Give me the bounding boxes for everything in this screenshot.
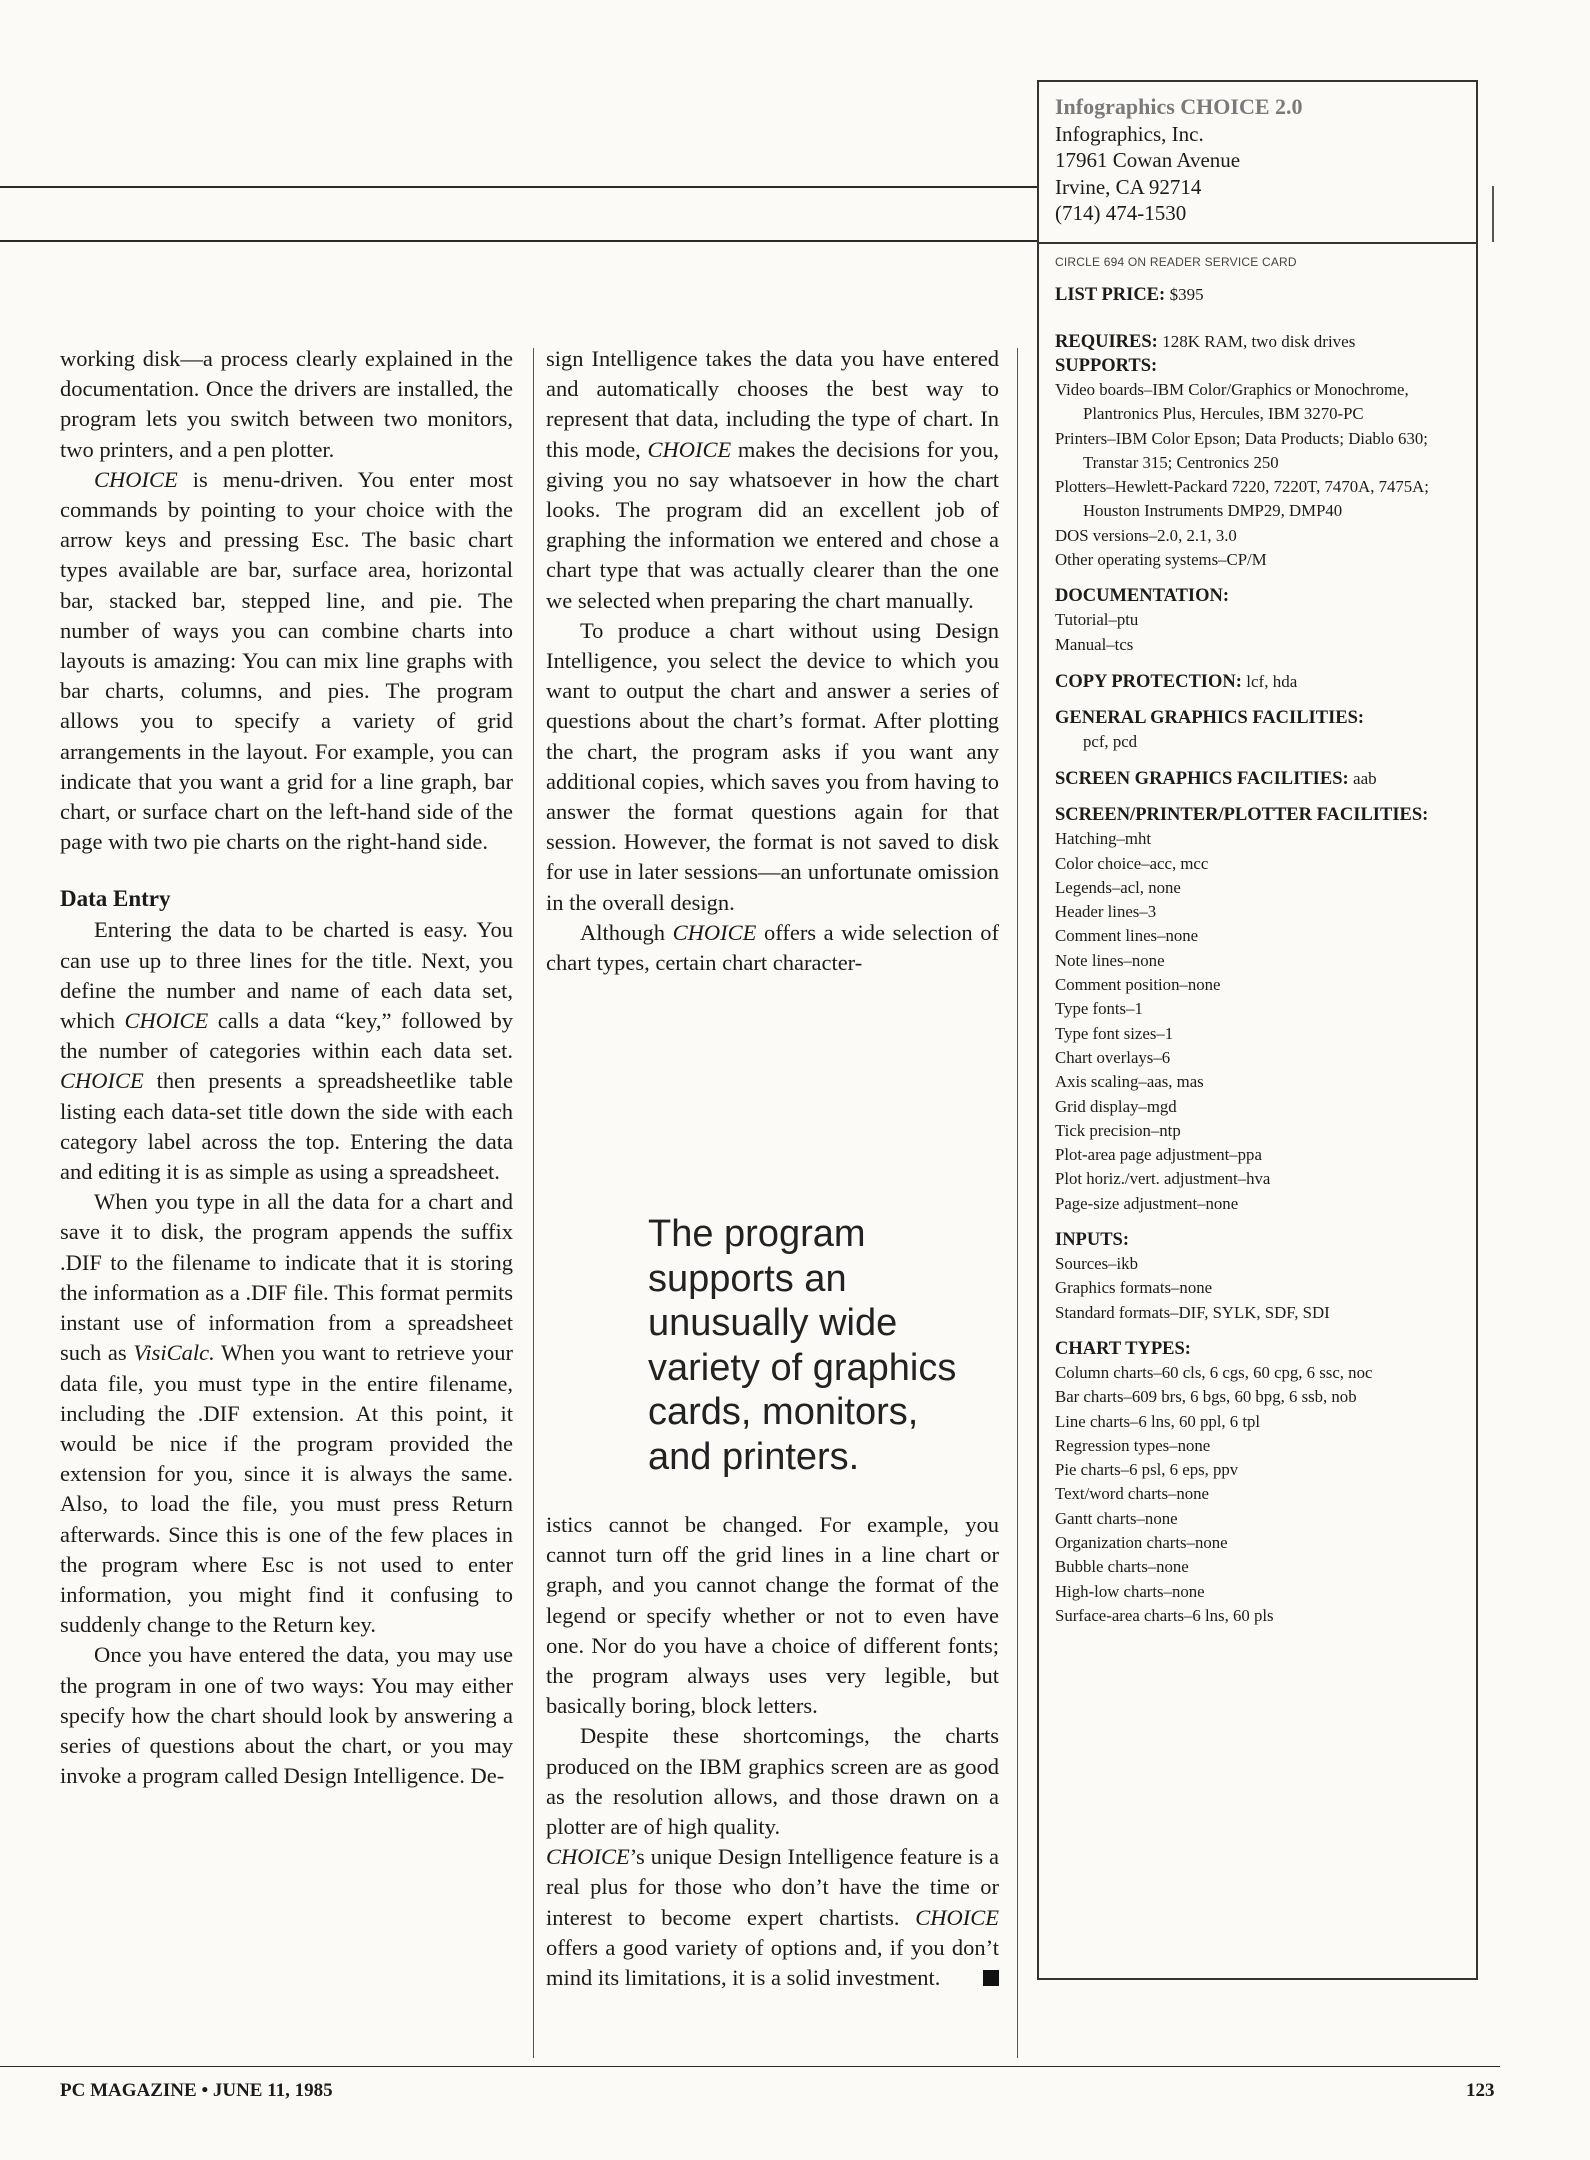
chart-types-label: CHART TYPES: bbox=[1055, 1338, 1191, 1359]
spec-item: Page-size adjustment–none bbox=[1055, 1193, 1239, 1213]
spec-item: Other operating systems–CP/M bbox=[1055, 550, 1267, 570]
spec-item: Tick precision–ntp bbox=[1055, 1120, 1181, 1140]
address-line: 17961 Cowan Avenue bbox=[1055, 148, 1241, 172]
spec-item: Pie charts–6 psl, 6 eps, ppv bbox=[1055, 1460, 1239, 1480]
address-line: Irvine, CA 92714 bbox=[1055, 174, 1202, 199]
spec-item: Chart overlays–6 bbox=[1055, 1047, 1171, 1067]
spec-item: Surface-area charts–6 lns, 60 pls bbox=[1055, 1605, 1274, 1625]
spec-item: Hatching–mht bbox=[1055, 829, 1152, 849]
paragraph-text: offers a good variety of options and, if you don’t mind its limitations, it is a solid investment. bbox=[546, 1934, 999, 1991]
company-name: Infographics, Inc. bbox=[1055, 121, 1204, 146]
spec-item: Sources–ikb bbox=[1055, 1254, 1138, 1274]
spec-label: COPY PROTECTION: bbox=[1055, 671, 1242, 692]
product-name: CHOICE bbox=[124, 1008, 209, 1034]
general-graphics-label: GENERAL GRAPHICS FACILITIES: bbox=[1055, 707, 1365, 728]
paragraph bbox=[60, 915, 513, 1187]
spec-item: pcf, pcd bbox=[1083, 731, 1138, 751]
paragraph-text: When you want to retrieve your data file, you must type in the entire filename, including the .DIF extension. At this point, it would be nice if the program provided the extension for you, since it is always the same. Also, to load the file, you must press Return afterwards. Since this is one of the few places in the program where Esc is not used to enter information, you might find it confusing to suddenly change to the Return key. bbox=[60, 1340, 513, 1638]
spec-label: LIST PRICE: bbox=[1055, 285, 1166, 305]
paragraph-text: Despite these shortcomings, the charts produced on the IBM graphics screen are as good as the resolution allows, and those drawn on a plotter are of high quality. bbox=[546, 1723, 999, 1840]
paragraph: Once you have entered the data, you may use the program in one of two ways: You may either specify how the chart should look by answering a series of questions about the chart, or you may invoke a program called Design Intelligence. De- bbox=[60, 1642, 513, 1789]
spec-item: Bar charts–609 brs, 6 bgs, 60 bpg, 6 ssb, nob bbox=[1055, 1387, 1357, 1407]
footer-rule bbox=[0, 2066, 1500, 2067]
paragraph: To produce a chart without using Design Intelligence, you select the device to which you want to output the chart and answer a series of questions about the chart’s format. After plotting the chart, the program asks if you want any additional copies, which saves you from having to answer the format questions again for that session. However, the format is not saved to disk for use in later sessions—an unfortunate omission in the overall design. bbox=[546, 617, 999, 915]
spec-item: Manual–tcs bbox=[1055, 634, 1134, 654]
spec-label: REQUIRES: bbox=[1055, 332, 1158, 352]
spec-value: 128K RAM, two disk drives bbox=[1162, 332, 1356, 351]
article-column-1 bbox=[60, 344, 513, 1791]
phone-number: (714) 474-1530 bbox=[1055, 201, 1187, 225]
screen-printer-plotter-label: SCREEN/PRINTER/PLOTTER FACILITIES: bbox=[1055, 805, 1429, 826]
spec-item: High-low charts–none bbox=[1055, 1581, 1205, 1601]
header-rule-right bbox=[1492, 186, 1494, 242]
paragraph bbox=[60, 465, 513, 858]
paragraph-text: calls a data “key,” followed by the number of categories within each data set. bbox=[60, 1008, 513, 1064]
paragraph-text: ’s unique Design Intelligence feature is a real plus for those who don’t have the time or interest to become expert chartists. bbox=[546, 1844, 999, 1930]
spec-item: Note lines–none bbox=[1055, 950, 1165, 970]
product-name: CHOICE bbox=[672, 919, 757, 945]
paragraph-text: is menu-driven. You enter most commands by pointing to your choice with the arrow keys and pressing Esc. The basic chart types available are bar, surface area, horizontal bar, stacked bar, stepped line, and pie. The number of ways you can combine charts into layouts is amazing: You can mix line graphs with bar charts, columns, and pies. The program allows you to specify a variety of grid arrangements in the layout. For example, you can indicate that you want a grid for a line graph, bar chart, or surface chart on the left-hand side of the page with two pie charts on the right-hand side. bbox=[60, 466, 513, 855]
spec-item: Column charts–60 cls, 6 cgs, 60 cpg, 6 ssc, noc bbox=[1055, 1362, 1373, 1382]
spec-item: Header lines–3 bbox=[1055, 902, 1157, 922]
paragraph-text: When you type in all the data for a chart and save it to disk, the program appends the suffix .DIF to the filename to indicate that it is storing the information as a .DIF file. This format permits instant use of information from a spreadsheet such as bbox=[60, 1189, 513, 1366]
spec-item: Video boards–IBM Color/Graphics or Monochrome, Plantronics Plus, Hercules, IBM 3270-PC bbox=[1055, 380, 1409, 424]
supports-label: SUPPORTS: bbox=[1055, 356, 1158, 376]
product-name: CHOICE bbox=[94, 466, 178, 492]
header-rule-bottom bbox=[0, 240, 1037, 242]
spec-item: Color choice–acc, mcc bbox=[1055, 853, 1209, 873]
spec-item: Grid display–mgd bbox=[1055, 1096, 1177, 1116]
spec-item: DOS versions–2.0, 2.1, 3.0 bbox=[1055, 525, 1237, 545]
spec-label: SCREEN GRAPHICS FACILITIES: bbox=[1055, 769, 1349, 790]
column-divider-1 bbox=[533, 348, 534, 2058]
spec-item: Tutorial–ptu bbox=[1055, 610, 1139, 630]
product-header bbox=[1055, 94, 1466, 227]
paragraph: istics cannot be changed. For example, you cannot turn off the grid lines in a line chart or graph, and you cannot change the format of the legend or specify whether or not to even have one. Nor do you have a choice of different fonts; the program always uses very legible, but basically boring, block letters. bbox=[546, 1512, 999, 1719]
paragraph-text: sign Intelligence takes the data you have entered and automatically chooses the best way to represent that data, including the type of chart. In this mode, bbox=[546, 346, 999, 462]
footer-masthead: PC MAGAZINE • JUNE 11, 1985 bbox=[60, 2080, 333, 2101]
list-price bbox=[1055, 282, 1466, 307]
spec-list bbox=[1055, 282, 1466, 1628]
spp-list bbox=[1055, 827, 1466, 1216]
spec-item: Regression types–none bbox=[1055, 1435, 1211, 1455]
paragraph bbox=[546, 918, 999, 978]
screen-graphics bbox=[1055, 766, 1466, 791]
spec-item: Type font sizes–1 bbox=[1055, 1023, 1174, 1043]
product-name: CHOICE bbox=[647, 436, 732, 462]
paragraph-text: makes the decisions for you, giving you no say whatsoever in how the chart looks. The program did an excellent job of graphing the information we entered and chose a chart type that was actually clearer than the one we selected when preparing the chart manually. bbox=[546, 436, 999, 613]
inputs-label: INPUTS: bbox=[1055, 1230, 1130, 1251]
spec-item: Standard formats–DIF, SYLK, SDF, SDI bbox=[1055, 1302, 1330, 1322]
paragraph: working disk—a process clearly explained in the documentation. Once the drivers are installed, the program lets you switch between two monitors, two printers, and a pen plotter. bbox=[60, 346, 513, 462]
documentation-label: DOCUMENTATION: bbox=[1055, 586, 1230, 607]
reader-service-line: CIRCLE 694 ON READER SERVICE CARD bbox=[1039, 242, 1476, 274]
spec-item: Bubble charts–none bbox=[1055, 1557, 1189, 1577]
spec-item: Comment position–none bbox=[1055, 975, 1221, 995]
paragraph bbox=[60, 1187, 513, 1640]
paragraph bbox=[546, 1721, 999, 1993]
product-name: VisiCalc. bbox=[133, 1340, 215, 1366]
spec-item: Comment lines–none bbox=[1055, 926, 1199, 946]
product-spec-box bbox=[1037, 80, 1478, 1980]
product-name: CHOICE bbox=[60, 1068, 144, 1094]
paragraph-text: then presents a spreadsheetlike table listing each data-set title down the side with each category label across the top. Entering the data and editing it is as simple as using a spreadsheet. bbox=[60, 1068, 513, 1185]
paragraph-text: offers a wide selection of chart types, certain chart character- bbox=[546, 919, 999, 976]
spec-value: $395 bbox=[1169, 285, 1204, 304]
product-title: Infographics CHOICE 2.0 bbox=[1055, 94, 1303, 119]
article-column-2-top bbox=[546, 344, 999, 978]
spec-item: Plot horiz./vert. adjustment–hva bbox=[1055, 1169, 1271, 1189]
spec-item: Type fonts–1 bbox=[1055, 999, 1143, 1019]
page-number: 123 bbox=[1466, 2080, 1495, 2101]
paragraph-text: Entering the data to be charted is easy. You can use up to three lines for the title. Next, you define the number and name of each data set, which bbox=[60, 917, 513, 1034]
spec-item: Line charts–6 lns, 60 ppl, 6 tpl bbox=[1055, 1411, 1261, 1431]
spec-item: Organization charts–none bbox=[1055, 1532, 1228, 1552]
paragraph-text: Although bbox=[580, 919, 673, 945]
spec-item: Graphics formats–none bbox=[1055, 1278, 1213, 1298]
end-of-article-mark bbox=[983, 1970, 999, 1986]
requires bbox=[1055, 329, 1466, 354]
article-column-2-bottom bbox=[546, 1510, 999, 1993]
section-heading: Data Entry bbox=[60, 886, 171, 912]
copy-protection bbox=[1055, 669, 1466, 694]
spec-item: Axis scaling–aas, mas bbox=[1055, 1072, 1204, 1092]
pull-quote: The program supports an unusually wide variety of graphics cards, monitors, and printers. bbox=[648, 1213, 957, 1478]
spec-item: Legends–acl, none bbox=[1055, 877, 1181, 897]
product-name: CHOICE bbox=[915, 1904, 999, 1930]
spec-item: Printers–IBM Color Epson; Data Products; Diablo 630; Transtar 315; Centronics 250 bbox=[1055, 428, 1428, 472]
header-rule-top bbox=[0, 186, 1037, 188]
spec-item: Plot-area page adjustment–ppa bbox=[1055, 1145, 1262, 1165]
spec-value: lcf, hda bbox=[1246, 671, 1298, 691]
spec-item: Text/word charts–none bbox=[1055, 1484, 1210, 1504]
paragraph bbox=[546, 344, 999, 616]
spec-item: Plotters–Hewlett-Packard 7220, 7220T, 7470A, 7475A; Houston Instruments DMP29, DMP40 bbox=[1055, 477, 1429, 521]
chart-types-list bbox=[1055, 1361, 1466, 1628]
product-name: CHOICE bbox=[546, 1844, 630, 1870]
spec-item: Gantt charts–none bbox=[1055, 1508, 1178, 1528]
column-divider-2 bbox=[1017, 348, 1018, 2058]
spec-value: aab bbox=[1353, 769, 1377, 789]
